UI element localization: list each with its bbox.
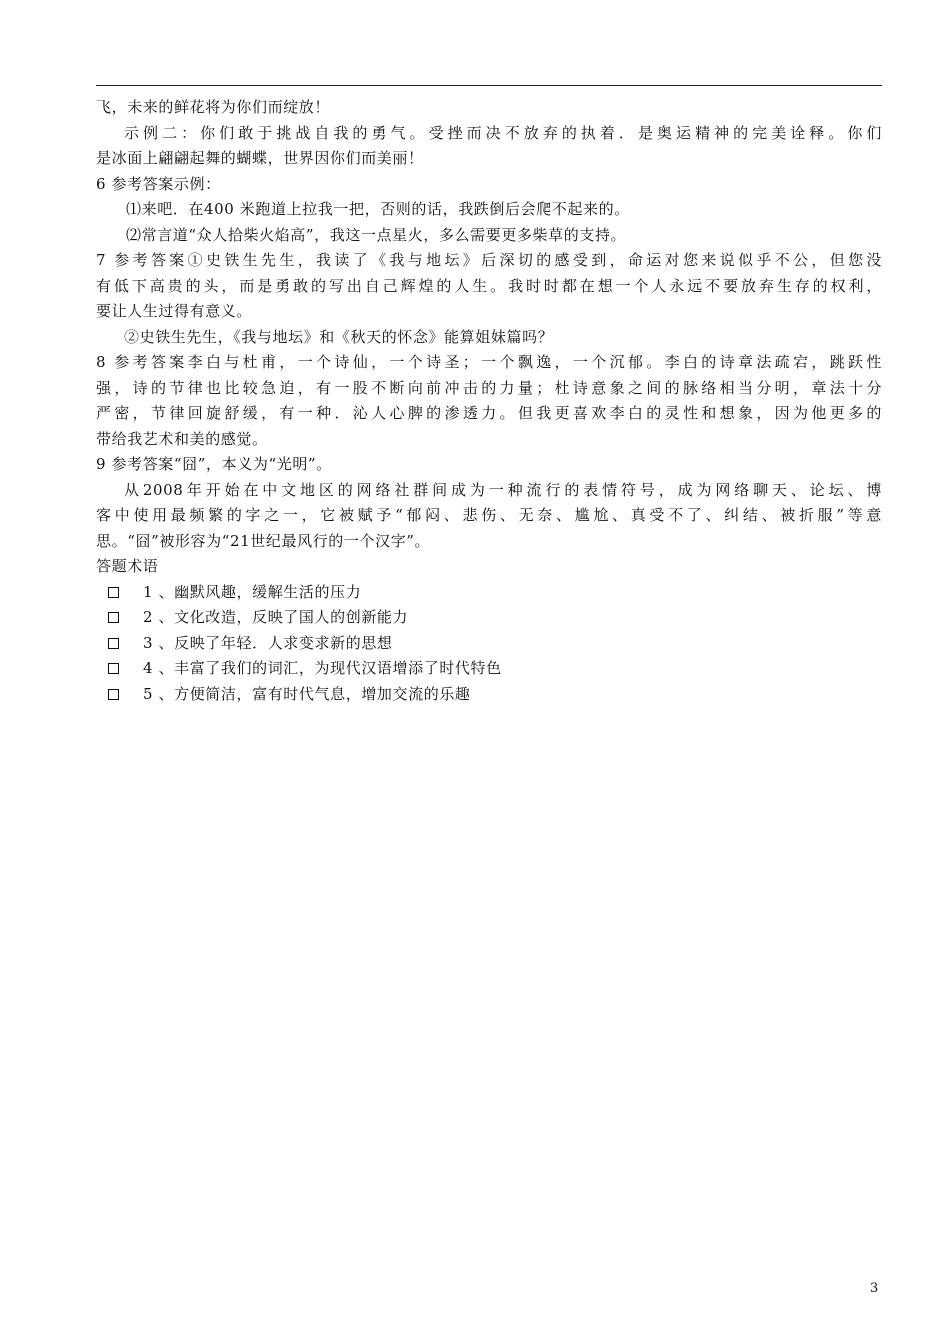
term-text: 4 、丰富了我们的词汇，为现代汉语增添了时代特色 [143, 659, 502, 677]
text-line: ②史铁生先生，《我与地坛》和《秋天的怀念》能算姐妹篇吗？ [124, 327, 554, 346]
text-line: ⑴来吧．在400 米跑道上拉我一把，否则的话，我跌倒后会爬不起来的。 [126, 200, 630, 218]
term-text: 5 、方便简洁，富有时代气息，增加交流的乐趣 [143, 684, 471, 703]
page-number: 3 [870, 1281, 879, 1296]
term-item [96, 682, 882, 708]
checkbox-icon [108, 638, 119, 649]
text-line: 强，诗的节律也比较急迫，有一股不断向前冲击的力量；杜诗意象之间的脉络相当分明，章法十分 [96, 378, 882, 397]
term-item [96, 605, 882, 631]
text-line: 带给我艺术和美的感觉。 [96, 429, 268, 448]
text-line: ⑵常言道“众人拾柴火焰高”，我这一点星火，多么需要更多柴草的支持。 [126, 225, 627, 244]
text-line: 思。“囧”被形容为“21世纪最风行的一个汉字”。 [96, 531, 431, 550]
checkbox-icon [108, 587, 119, 598]
term-item [96, 656, 882, 682]
header-rule [96, 85, 882, 86]
term-item [96, 580, 882, 606]
document-body [96, 95, 882, 707]
text-line: 是冰面上翩翩起舞的蝴蝶，世界因你们而美丽！ [96, 149, 424, 167]
checkbox-icon [108, 689, 119, 700]
answer-heading-7: 7 参考答案①史铁生先生，我读了《我与地坛》后深切的感受到，命运对您来说似乎不公，但您没 [96, 251, 882, 269]
term-text: 1 、幽默风趣，缓解生活的压力 [143, 582, 362, 601]
terms-heading: 答题术语 [96, 557, 159, 575]
text-line: 客中使用最频繁的字之一，它被赋予“郁闷、悲伤、无奈、尴尬、真受不了、纠结、被折服”等意 [96, 506, 882, 524]
answer-heading-6: 6 参考答案示例： [96, 174, 221, 193]
text-line: 示例二：你们敢于挑战自我的勇气。受挫而决不放弃的执着．是奥运精神的完美诠释。你们 [124, 123, 882, 142]
text-line: 有低下高贵的头，而是勇敢的写出自己辉煌的人生。我时时都在想一个人永远不要放弃生存的权利， [96, 276, 882, 295]
term-text: 3 、反映了年轻．人求变求新的思想 [143, 633, 393, 652]
text-line: 从2008年开始在中文地区的网络社群间成为一种流行的表情符号，成为网络聊天、论坛、博 [124, 480, 882, 499]
checkbox-icon [108, 612, 119, 623]
answer-heading-9: 9 参考答案“囧”，本义为“光明”。 [96, 455, 332, 473]
checkbox-icon [108, 663, 119, 674]
answer-heading-8: 8 参考答案李白与杜甫，一个诗仙，一个诗圣；一个飘逸，一个沉郁。李白的诗章法疏宕，跳跃性 [96, 353, 882, 371]
term-text: 2 、文化改造，反映了国人的创新能力 [143, 608, 409, 626]
term-item [96, 631, 882, 657]
text-line: 要让人生过得有意义。 [96, 302, 253, 320]
text-line: 飞，未来的鲜花将为你们而绽放！ [96, 98, 331, 116]
text-line: 严密，节律回旋舒缓，有一种．沁人心脾的渗透力。但我更喜欢李白的灵性和想象，因为他更多的 [96, 404, 882, 422]
